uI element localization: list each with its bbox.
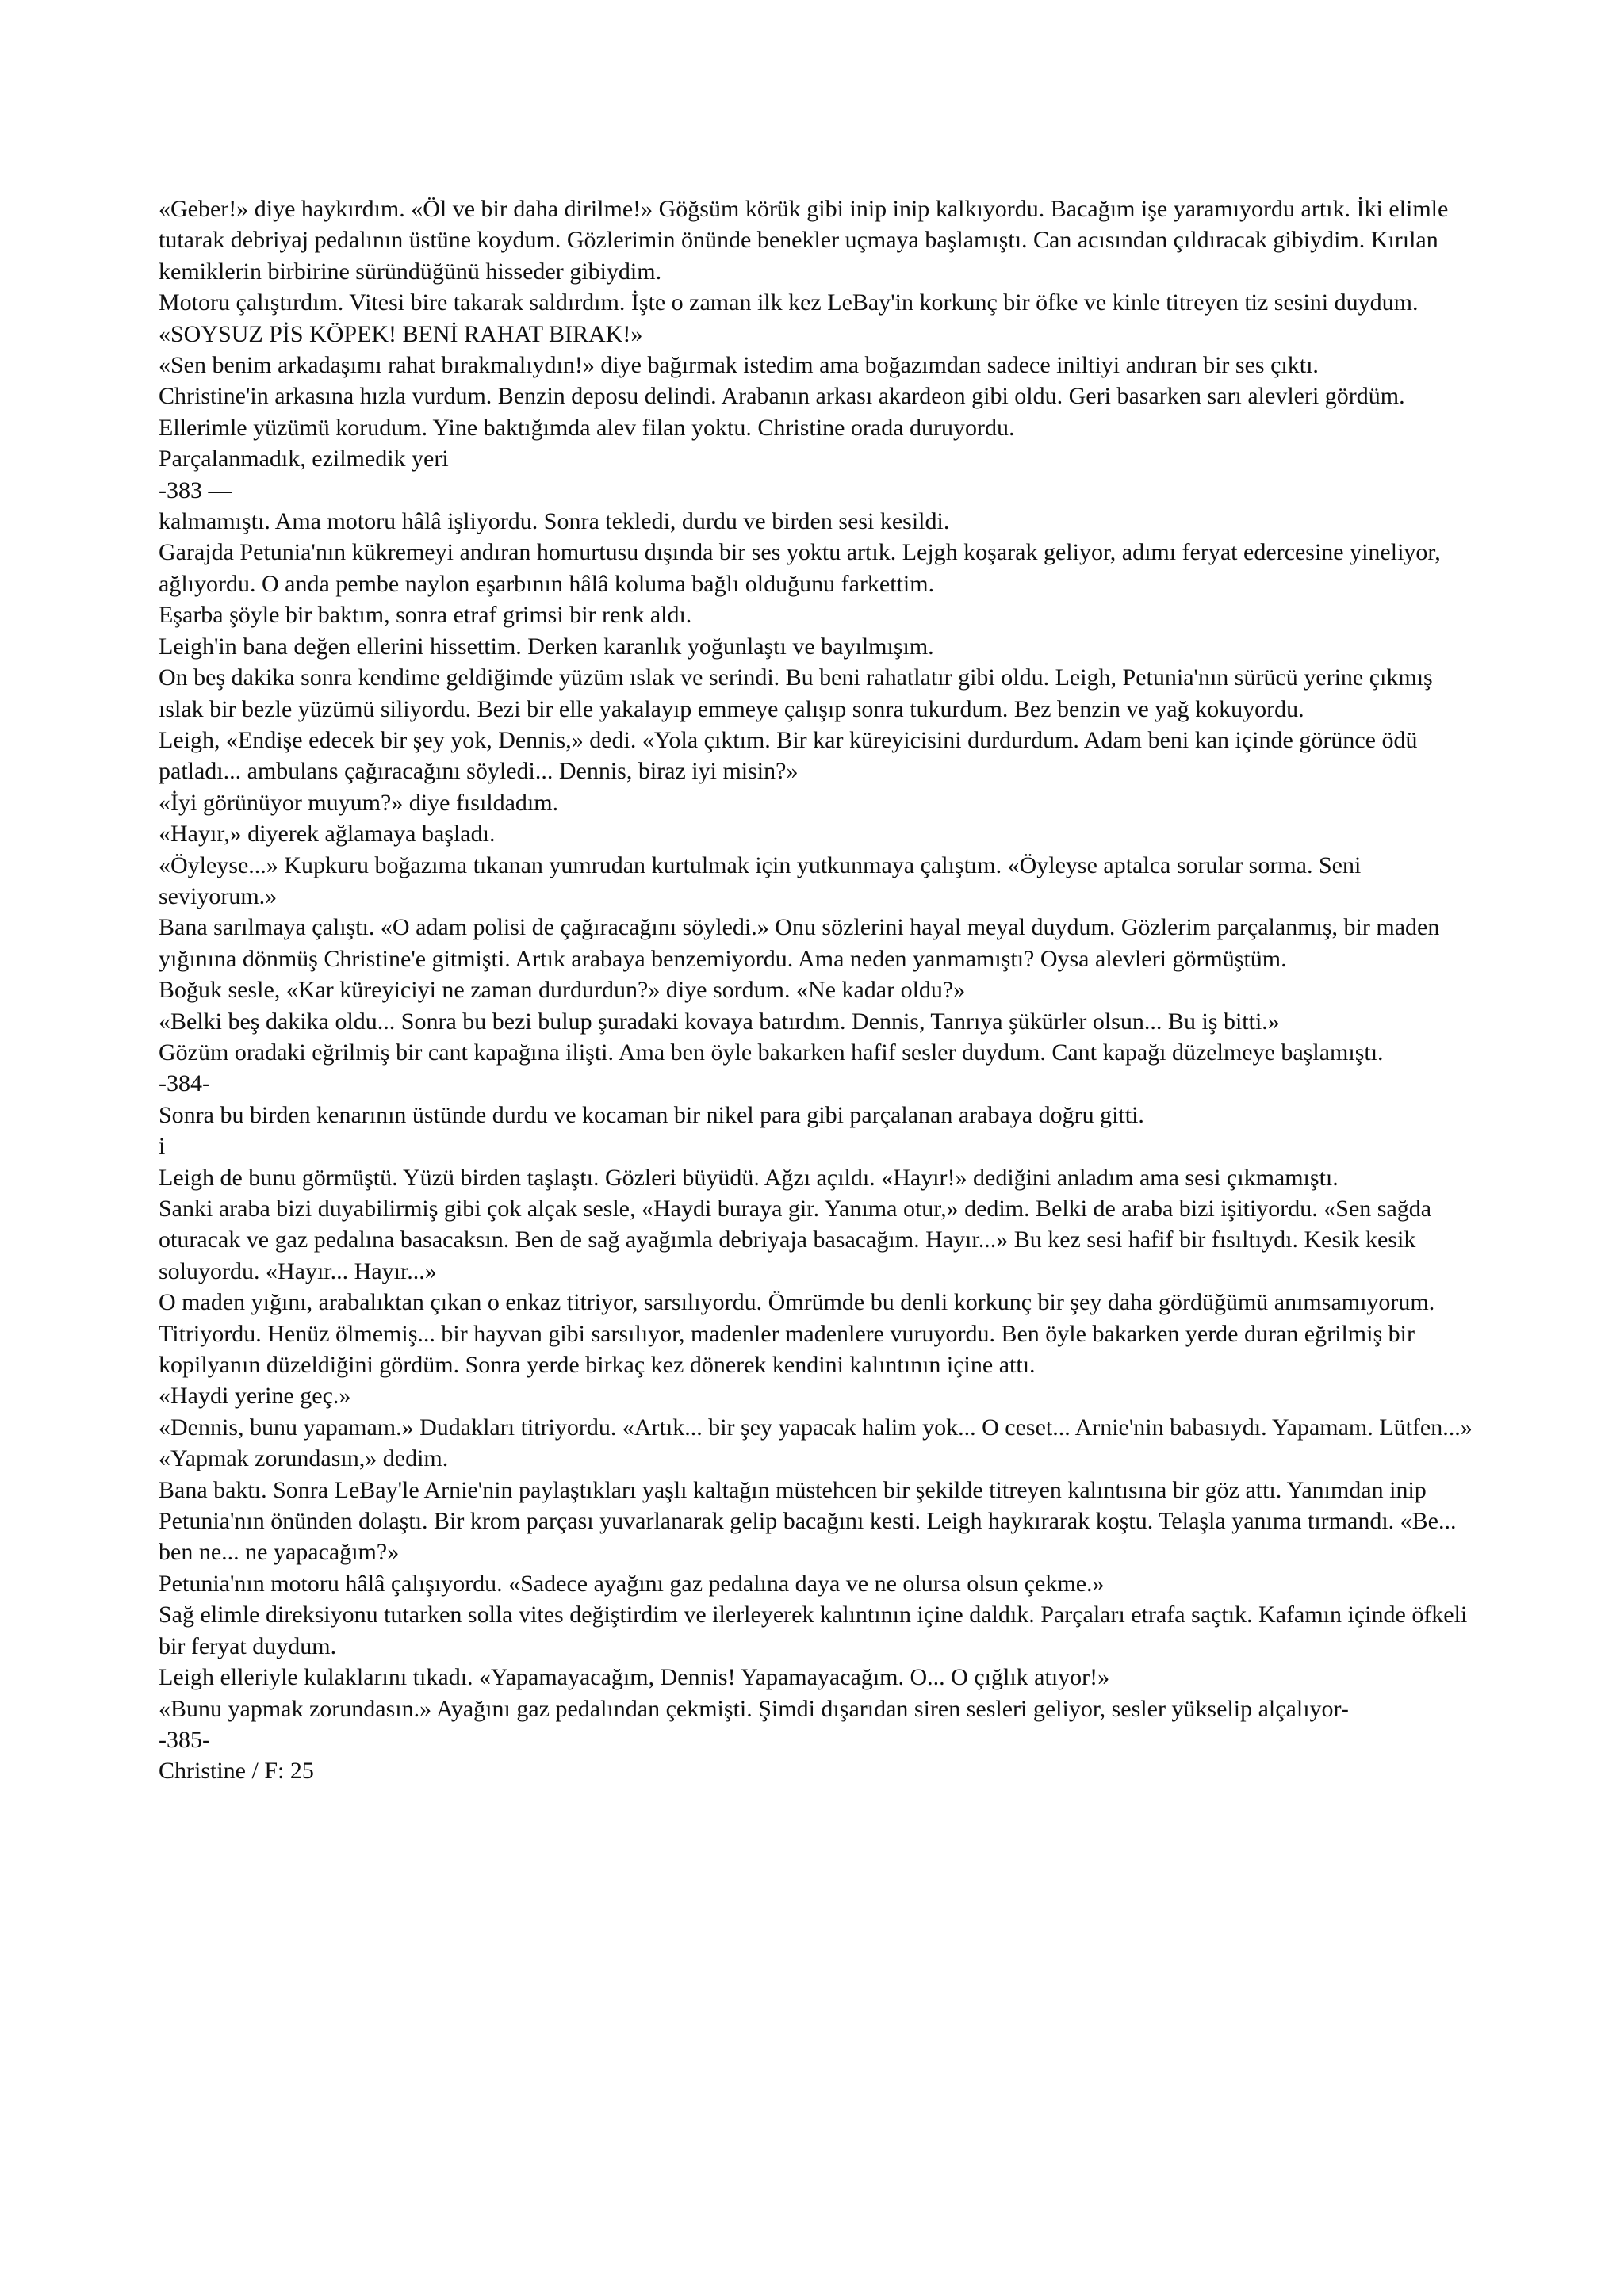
paragraph: Leigh elleriyle kulaklarını tıkadı. «Yapamayacağım, Dennis! Yapamayacağım. O... O çığlık atıyor!» [159,1664,1110,1691]
paragraph: On beş dakika sonra kendime geldiğimde yüzüm ıslak ve serindi. Bu beni rahatlatır gibi oldu. Leigh, Petunia'nın sürücü yerine çıkmış ıslak bir bezle yüzümü siliyordu. Bezi bir elle yakalayıp emmeye çalışıp sonra tukurdum. Bez benzin ve yağ kokuyordu. [159,664,1433,722]
paragraph: Christine'in arkasına hızla vurdum. Benzin deposu delindi. Arabanın arkası akardeon gibi oldu. Geri basarken sarı alevleri gördüm. Ellerimle yüzümü korudum. Yine baktığımda alev filan yoktu. Christine orada duruyordu. [159,383,1405,441]
paragraph: Sonra bu birden kenarının üstünde durdu ve kocaman bir nikel para gibi parçalanan arabaya doğru gitti. [159,1101,1144,1128]
paragraph: «Öyleyse...» Kupkuru boğazıma tıkanan yumrudan kurtulmak için yutkunmaya çalıştım. «Öyleyse aptalca sorular sorma. Seni seviyorum.» [159,851,1362,909]
paragraph: Sanki araba bizi duyabilirmiş gibi çok alçak sesle, «Haydi buraya gir. Yanıma otur,» dedim. Belki de araba bizi işitiyordu. «Sen sağda oturacak ve gaz pedalına basacaksın. Ben de sağ ayağımla debriyaja basacağım. Hayır...» Bu kez sesi hafif bir fısıltıydı. Kesik kesik soluyordu. «Hayır... Hayır...» [159,1196,1432,1284]
paragraph: Leigh, «Endişe edecek bir şey yok, Dennis,» dedi. «Yola çıktım. Bir kar küreyicisini durdurdum. Adam beni kan içinde görünce ödü patladı... ambulans çağıracağını söyledi... Dennis, biraz iyi misin?» [159,726,1418,785]
paragraph: Leigh de bunu görmüştü. Yüzü birden taşlaştı. Gözleri büyüdü. Ağzı açıldı. «Hayır!» dediğini anladım ama sesi çıkmamıştı. [159,1164,1339,1191]
footer-signature: Christine / F: 25 [159,1758,314,1785]
paragraph: «Geber!» diye haykırdım. «Öl ve bir daha dirilme!» Göğsüm körük gibi inip inip kalkıyordu. Bacağım işe yaramıyordu artık. İki elimle tutarak debriyaj pedalının üstüne koydum. Gözlerimin önünde benekler uçmaya başlamıştı. Can acısından çıldıracak gibiydim. Kırılan kemiklerin birbirine süründüğünü hisseder gibiydim. [159,196,1449,285]
paragraph: «Sen benim arkadaşımı rahat bırakmalıydın!» diye bağırmak istedim ama boğazımdan sadece iniltiyi andıran bir ses çıktı. [159,352,1319,379]
paragraph: «İyi görünüyor muyum?» diye fısıldadım. [159,789,559,816]
page-number: -384- [159,1070,210,1097]
page-number: -383 — [159,476,232,503]
paragraph: Motoru çalıştırdım. Vitesi bire takarak saldırdım. İşte o zaman ilk kez LeBay'in korkunç bir öfke ve kinle titreyen tiz sesini duydum. [159,289,1419,316]
paragraph: «SOYSUZ PİS KÖPEK! BENİ RAHAT BIRAK!» [159,320,643,347]
paragraph: Bana sarılmaya çalıştı. «O adam polisi de çağıracağını söyledi.» Onu sözlerini hayal meyal duydum. Gözlerim parçalanmış, bir maden yığınına dönmüş Christine'e gitmişti. Artık arabaya benzemiyordu. Ama neden yanmamıştı? Oysa alevleri görmüştüm. [159,914,1440,972]
paragraph: O maden yığını, arabalıktan çıkan o enkaz titriyor, sarsılıyordu. Ömrümde bu denli korkunç bir şey daha gördüğümü anımsamıyorum. Titriyordu. Henüz ölmemiş... bir hayvan gibi sarsılıyor, madenler madenlere vuruyordu. Ben öyle bakarken yerde duran eğrilmiş bir kopilyanın düzeldiğini gördüm. Sonra yerde birkaç kez dönerek kendini kalıntının içine attı. [159,1289,1435,1379]
paragraph: «Hayır,» diyerek ağlamaya başladı. [159,821,496,848]
paragraph: Gözüm oradaki eğrilmiş bir cant kapağına ilişti. Ama ben öyle bakarken hafif sesler duydum. Cant kapağı düzelmeye başlamıştı. [159,1039,1384,1066]
paragraph: Bana baktı. Sonra LeBay'le Arnie'nin paylaştıkları yaşlı kaltağın müstehcen bir şekilde titreyen kalıntısına bir göz attı. Yanımdan inip Petunia'nın önünden dolaştı. Bir krom parçası yuvarlanarak gelip bacağını kesti. Leigh haykırarak koştu. Telaşla yanıma tırmandı. «Be... ben ne... ne yapacağım?» [159,1476,1457,1566]
paragraph: «Dennis, bunu yapamam.» Dudakları titriyordu. «Artık... bir şey yapacak halim yok... O ceset... Arnie'nin babasıydı. Yapamam. Lütfen...» [159,1414,1473,1441]
paragraph: «Bunu yapmak zorundasın.» Ayağını gaz pedalından çekmişti. Şimdi dışarıdan siren sesleri geliyor, sesler yükselip alçalıyor- [159,1695,1349,1722]
paragraph: Petunia'nın motoru hâlâ çalışıyordu. «Sadece ayağını gaz pedalına daya ve ne olursa olsun çekme.» [159,1570,1105,1597]
paragraph: «Haydi yerine geç.» [159,1383,351,1410]
paragraph: Leigh'in bana değen ellerini hissettim. Derken karanlık yoğunlaştı ve bayılmışım. [159,633,934,660]
paragraph: Sağ elimle direksiyonu tutarken solla vites değiştirdim ve ilerleyerek kalıntının içine daldık. Parçaları etrafa saçtık. Kafamın içinde öfkeli bir feryat duydum. [159,1601,1468,1659]
stray-character: i [159,1133,166,1160]
paragraph: Eşarba şöyle bir baktım, sonra etraf grimsi bir renk aldı. [159,602,692,629]
paragraph: Parçalanmadık, ezilmedik yeri [159,446,449,473]
paragraph: Boğuk sesle, «Kar küreyiciyi ne zaman durdurdun?» diye sordum. «Ne kadar oldu?» [159,977,966,1004]
paragraph: «Yapmak zorundasın,» dedim. [159,1445,449,1472]
paragraph: Garajda Petunia'nın kükremeyi andıran homurtusu dışında bir ses yoktu artık. Lejgh koşarak geliyor, adımı feryat edercesine yineliyor, ağlıyordu. O anda pembe naylon eşarbının hâlâ koluma bağlı olduğunu farkettim. [159,539,1441,597]
paragraph: kalmamıştı. Ama motoru hâlâ işliyordu. Sonra tekledi, durdu ve birden sesi kesildi. [159,508,950,535]
page-number: -385- [159,1726,210,1753]
paragraph: «Belki beş dakika oldu... Sonra bu bezi bulup şuradaki kovaya batırdım. Dennis, Tanrıya şükürler olsun... Bu iş bitti.» [159,1008,1280,1035]
document-page [159,193,1475,1787]
